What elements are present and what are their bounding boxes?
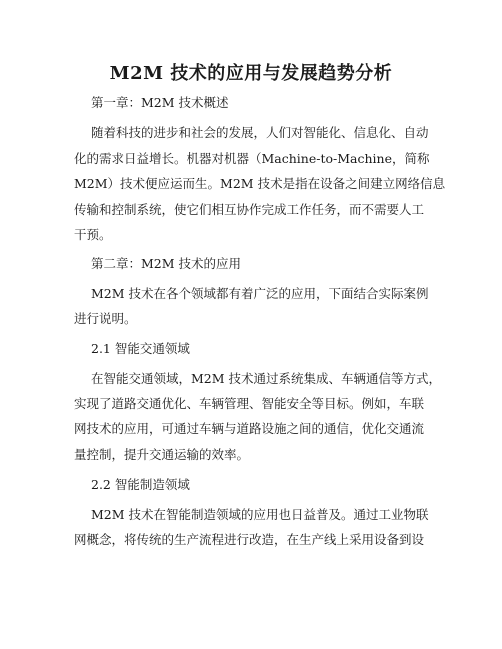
paragraph-line: 实现了道路交通优化、车辆管理、智能安全等目标。例如，车联 <box>74 396 425 411</box>
paragraph-line: M2M 技术在智能制造领域的应用也日益普及。通过工业物联 <box>91 507 429 522</box>
paragraph-line: M2M）技术便应运而生。M2M 技术是指在设备之间建立网络信息 <box>74 176 446 191</box>
chapter-1-heading: 第一章：M2M 技术概述 <box>91 95 229 110</box>
paragraph-line: 传输和控制系统，使它们相互协作完成工作任务，而不需要人工 <box>74 202 425 217</box>
paragraph-line: 网技术的应用，可通过车辆与道路设施之间的通信，优化交通流 <box>74 421 425 436</box>
paragraph-line: 在智能交通领域，M2M 技术通过系统集成、车辆通信等方式， <box>91 371 442 386</box>
paragraph-line: 量控制，提升交通运输的效率。 <box>74 447 250 462</box>
document-title: M2M 技术的应用与发展趋势分析 <box>109 63 393 84</box>
paragraph-line: 化的需求日益增长。机器对机器（Machine-to-Machine，简称 <box>74 151 430 166</box>
paragraph-line: 干预。 <box>74 227 112 242</box>
paragraph-line: 进行说明。 <box>74 311 137 326</box>
paragraph-line: 网概念，将传统的生产流程进行改造，在生产线上采用设备到设 <box>74 532 425 547</box>
section-2-2-heading: 2.2 智能制造领域 <box>91 477 190 492</box>
chapter-2-heading: 第二章：M2M 技术的应用 <box>91 256 242 271</box>
paragraph-line: 随着科技的进步和社会的发展，人们对智能化、信息化、自动 <box>91 125 429 140</box>
section-2-1-heading: 2.1 智能交通领域 <box>91 341 190 356</box>
paragraph-line: M2M 技术在各个领域都有着广泛的应用，下面结合实际案例 <box>91 286 429 301</box>
